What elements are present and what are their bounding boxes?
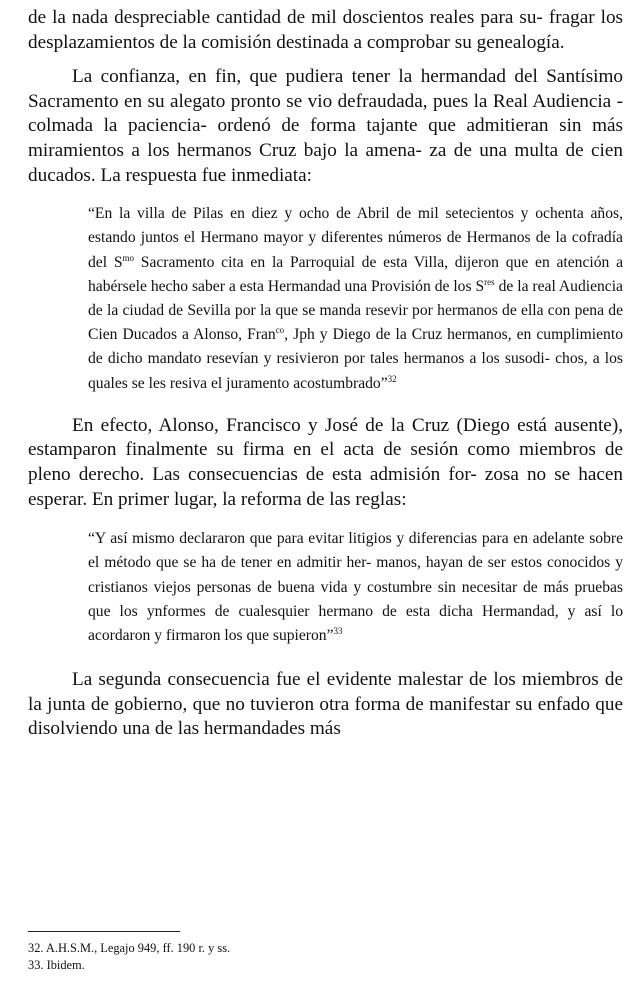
paragraph-3 bbox=[28, 414, 623, 512]
p4-line-1: La segunda consecuencia fue el evidente malestar de los bbox=[72, 669, 516, 691]
q1-line-6: Audiencia de la ciudad de Sevilla por la que se manda resevir por bbox=[88, 277, 623, 319]
q1-line-2: y ochenta años, estando juntos el Hermano mayor y diferentes bbox=[88, 205, 623, 247]
footnote-32: 32. A.H.S.M., Legajo 949, ff. 190 r. y ss. bbox=[28, 941, 231, 955]
paragraph-2 bbox=[28, 65, 623, 188]
q1-line-1: “En la villa de Pilas en diez y ocho de Abril de mil setecientos bbox=[88, 205, 514, 223]
p2-line-2: Santísimo Sacramento en su alegato pronto se vio defraudada, pues bbox=[28, 66, 624, 112]
q1-sup-co: co bbox=[275, 325, 285, 336]
p2-line-5: za de una multa de cien ducados. La respuesta fue inmediata: bbox=[28, 139, 623, 186]
p2-line-4: admitieran sin más miramientos a los hermanos Cruz bajo la amena- bbox=[28, 115, 623, 161]
footnote-33: 33. Ibidem. bbox=[28, 958, 85, 973]
p1-line-3: su genealogía. bbox=[454, 31, 565, 53]
footnote-ref-33[interactable]: 33 bbox=[333, 625, 343, 636]
q1-line-5a: hecho saber a esta Hermandad una Provisión de los S bbox=[150, 277, 485, 295]
block-quote-1 bbox=[28, 202, 623, 396]
p3-line-1: En efecto, Alonso, Francisco y José de la Cruz (Diego está bbox=[72, 414, 547, 436]
q2-line-4: de buena vida y costumbre sin necesitar de más pruebas que los bbox=[88, 578, 623, 620]
q1-line-7a: hermanos de ella con pena de Cien Ducados a Alonso, Fran bbox=[88, 301, 624, 344]
block-quote-2 bbox=[28, 527, 623, 648]
p4-line-3: manifestar su enfado que disolviendo una de las hermandades más bbox=[28, 693, 624, 740]
q1-line-10: chos, a los quales se les resiva el juramento acostumbrado” bbox=[88, 350, 624, 392]
q2-line-3: manos, hayan de ser estos conocidos y cristianos viejos personas bbox=[88, 554, 623, 596]
paragraph-4 bbox=[28, 668, 623, 742]
footnote-ref-32[interactable]: 32 bbox=[387, 373, 397, 384]
q2-line-5: ynformes de cualesquier hermano de esta dicha Hermandad, y bbox=[146, 602, 576, 620]
q1-line-9: mandato resevían y resivieron por tales hermanos a los susodi- bbox=[147, 350, 550, 368]
p3-line-2: ausente), estamparon finalmente su firma en el acta de sesión como bbox=[28, 414, 624, 461]
q1-line-3b: Sacramento cita en bbox=[134, 253, 266, 271]
q1-sup-mo: mo bbox=[122, 252, 135, 263]
paragraph-1 bbox=[28, 6, 623, 55]
q2-line-2: en adelante sobre el método que se ha de tener en admitir her- bbox=[88, 530, 623, 572]
q1-line-7b: , bbox=[284, 326, 289, 344]
q1-line-5b: de la real bbox=[494, 277, 556, 295]
footnote-divider bbox=[28, 931, 180, 932]
q1-line-8: Jph y Diego de la Cruz hermanos, en cumplimiento de dicho bbox=[88, 326, 623, 368]
p4-line-2: miembros de la junta de gobierno, que no tuvieron otra forma de bbox=[28, 669, 624, 715]
footnotes bbox=[28, 940, 623, 975]
q2-line-1: “Y así mismo declararon que para evitar litigios y diferencias para bbox=[88, 530, 509, 548]
page-body bbox=[28, 6, 623, 742]
q1-line-4: la Parroquial de esta Villa, dijeron que en atención a habérsele bbox=[88, 253, 624, 295]
q1-line-3a: números de Hermanos de la cofradía del S bbox=[88, 229, 623, 271]
p2-line-1: La confianza, en fin, que pudiera tener la hermandad del bbox=[72, 66, 538, 88]
q2-line-6: así lo acordaron y firmaron los que supieron” bbox=[88, 602, 623, 644]
q1-sup-res: res bbox=[484, 276, 495, 287]
p3-line-3: miembros de pleno derecho. Las consecuencias de esta admisión for- bbox=[28, 439, 623, 485]
p1-line-1: de la nada despreciable cantidad de mil doscientos reales para su- bbox=[28, 7, 543, 28]
p3-line-4: zosa no se hacen esperar. En primer lugar, la reforma de las reglas: bbox=[28, 463, 623, 510]
p1-line-2: fragar los desplazamientos de la comisión destinada a comprobar bbox=[28, 7, 624, 53]
p2-line-3: la Real Audiencia -colmada la paciencia- ordenó de forma tajante que bbox=[28, 90, 623, 137]
